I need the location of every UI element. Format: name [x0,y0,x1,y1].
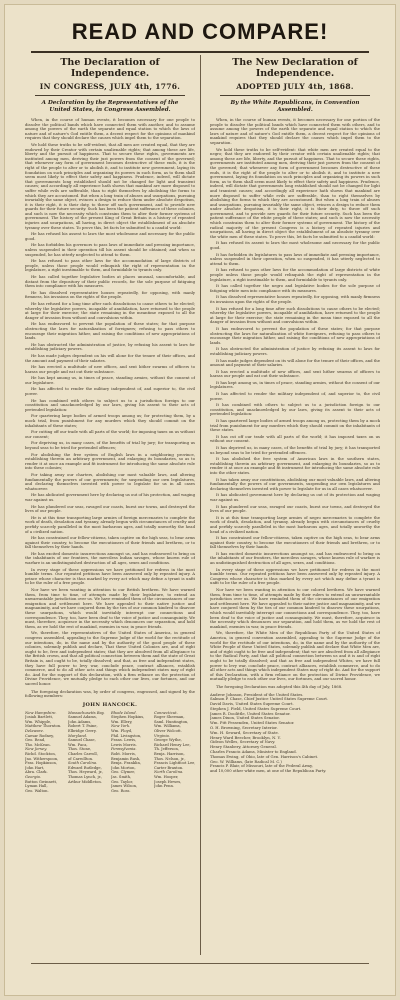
signer-name: Georgia. [25,775,42,779]
signer-name: New Jersey. [25,747,47,752]
left-column-date: IN CONGRESS, JULY 4th, 1776. [39,82,181,91]
paragraph: It has abdicated government here by declaring us out of its protection and waging war against us. [210,492,380,502]
signer-name: Stephen Hopkins, [111,715,145,720]
paragraph: It has erected a multitude of new offices, and sent hither swarms of officers to harass our people and eat out their substance. [210,368,380,379]
paragraph: It has constrained our fellow-citizens, taken captive on the high seas, to bear arms against their country, to become the executioners of their friends and brethren, or to fall themselves by their hands. [210,535,380,550]
official-name: Wm. Pitt Fessenden, United States Senator. [210,721,295,726]
signer-name: Saml. Huntington, [154,719,189,724]
paragraph: It has made judges dependent on its will alone for the tenure of their offices, and the amount and payment of their salaries. [210,357,380,368]
paragraph: It has obstructed the administration of justice by refusing its assent to laws for establishing judiciary powers. [210,346,380,356]
official-name: Andrew Johnson, President of the United States. [210,692,304,697]
paragraph: He has refused for a long time after such dissolutions to cause others to be elected; whereby the legislative powers, incapable of annihilation, have returned to the people at large for their exercise; the state remaining in the meantime exposed to all the danger of invasion from without and convulsions within. [25,300,195,320]
paragraph: It has refused its assent to laws the most wholesome and necessary for the public good. [210,240,380,251]
signer-name: Matthew Thornton. [25,724,62,729]
official-name: Stephen J. Field, United States Supreme Court. [210,706,302,711]
paragraph: He has endeavored to prevent the population of these states; for that purpose obstructing the laws for naturalization of foreigners; refusing to pass others to encourage their migration hither, and raising the conditions of new appropriations of lands. [25,321,195,341]
paragraph: It has combined with others to subject us to a jurisdiction foreign to our constitution, and unacknowledged by our laws, giving its assent to their acts of pretended legislation: [210,402,380,417]
paragraph: He has abdicated government here by declaring us out of his protection, and waging war against us. [25,492,195,502]
signer-name: Geo. Taylor, [111,779,134,784]
paragraph: He has kept among us, in times of peace, standing armies, without the consent of our legislature. [25,375,195,385]
right-column-byline: By the White Republicans, in Convention Assembled. [230,100,360,113]
signer-name: Th. Jefferson, [154,747,180,752]
right-closing: The foregoing Declaration was adopted this 4th day of July, 1868. [216,683,343,689]
bottom-rule [31,963,369,964]
paragraph: For quartering large bodies of armed troops among us; for protecting them, by a mock trial, from punishment for any murders which they should commit on the inhabitants of these states; [25,413,195,428]
official-name: David Davis, United States Supreme Court. [210,702,294,707]
signer-name [154,789,195,794]
signer-name: Elbridge Gerry. [68,729,97,734]
signer-name: Wm. Ellery, [111,719,133,724]
paragraph: For depriving us, in many cases, of the benefits of trial by jury; for transporting us beyond seas to be tried for pretended offences; [25,440,195,450]
signer-name: South Carolina. [68,761,98,766]
paragraph: We, therefore, the White Men of the Republican Party of the United States of America, in general convention assembled, appealing to the Supreme Judge of the world for the rectitude of our intentions, do, in the name and by the authority of the White People of these United States, solemnly publish and declare that White Men are, and of right ought to be free and independent; that we are absolved from all allegiance to the Radical Party, and that all political connection between us and it is and of right ought to be totally dissolved; and that as free and independent Whites, we have full power to levy war, conclude peace, contract alliances, establish commerce, and to do all other acts and things which independent States may of right do. And for the support of this Declaration, with a firm reliance on the protection of Divine Providence, we mutually pledge to each other our lives, our fortunes, and our sacred honor. [210,630,380,682]
official-name: James Dixon, United States Senator. [210,716,280,721]
left-column-title: The Declaration of Independence. [60,57,160,79]
signer-name: Joseph Hewes, [154,779,182,784]
signer-name: Wm. Floyd, [111,729,133,734]
signer-name: Benja. Harrison, [154,752,185,757]
signer-name: Rhode Island. [111,710,137,715]
signer-name: Phil. Livingston, [111,733,142,738]
signer-name: Oliver Wolcott. [154,729,182,734]
signer-name: Charles Carroll, [68,752,98,757]
signer-name: Button Gwinnett, [25,779,58,784]
top-rule [31,51,369,53]
paragraph: He is at this time transporting large armies of foreign mercenaries to complete the work of death, desolation and tyranny, already begun with circumstances of cruelty and perfidy scarcely paralleled in the most barbarous ages, and totally unworthy the head of a civilized nation. [25,514,195,534]
signer-name: Josiah Bartlett, [25,715,54,720]
left-header-rule [35,95,185,96]
official-name: O. H. Browning, Secretary Interior. [210,726,278,731]
right-column-date: ADOPTED JULY 4th, 1868. [236,82,354,91]
signer-name: Tho. McKean. [25,742,51,747]
paragraph: It has abolished the free system of American laws in the southern states, establishing therein an arbitrary government, and enlarging its boundaries, so as to render it at once an example and fit instrument for introducing the same absolute rule into the other states. [210,456,380,475]
official-name: James R. Doolittle, United States Senator. [210,711,291,716]
paragraph: We, therefore, the representatives of the United States of America, in general congress assembled, appealing to the Supreme Judge of the world for the rectitude of our intentions, do, in the name and by the authority of the good people of these colonies, solemnly publish and declare, That these United Colonies are, and of right ought to be, free and independent states; that they are absolved from all allegiance to the British crown, and that all political connection between them and the state of Great Britain is, and ought to be, totally dissolved; and that, as free and independent states, they have full power to levy war, conclude peace, contract alliances, establish commerce, and to do all other acts and things which independent states may of right do. And for the support of this declaration, with a firm reliance on the protection of Divine Providence, we mutually pledge to each other our lives, our fortunes, and our sacred honor. [25,630,195,686]
signer-name: Virginia. [154,733,171,738]
paragraph: For taking away our charters, abolishing our most valuable laws, and altering fundamentally the powers of our governments; for suspending our own legislatures, and declaring themselves invested with power to legislate for us in all cases whatsoever. [25,471,195,491]
paragraph: It has refused to pass other laws for the accommodation of large districts of white people unless those people would relinquish the right of representation in the legislature, a right inestimable to them, and formidable to tyrants only. [210,267,380,282]
signer-name: Thos. Nelson, jr., [154,756,186,761]
official-name: Thomas Ewing, of Ohio, late of Gen. Harrison's Cabinet. [210,754,319,759]
signer-name: Thos. Heyward, jr., [68,770,104,775]
paragraph: Nor have we been wanting in attention to our colored brethren. We have warned them, from time to time, of attempts made by their rulers to extend an unwarrantable jurisdiction over us. We have reminded them of the circumstances of our emigration and settlement here. We have appealed to their native justice and magnanimity, and we have conjured them by the ties of our common kindred to disavow these usurpations, which would inevitably interrupt our connections and correspondence. They, too, have been deaf to the voice of justice and consanguinity. We must, therefore, acquiesce in the necessity which denounces our separation, and hold them, as we hold the rest of mankind, enemies in war, in peace friends. [210,587,380,629]
official-name: Francis P. Blair, of Missouri, late of the Federal Army, [210,764,313,769]
signer-name: Richard Henry Lee, [154,742,191,747]
paragraph: For cutting off our trade with all parts of the world; for imposing taxes on us without our consent; [25,429,195,439]
right-header-rule [220,95,370,96]
paragraph: He has dissolved representative houses repeatedly, for opposing, with manly firmness, his invasions on the rights of the people. [25,289,195,300]
official-name: Henry Stanbery, Attorney General. [210,745,277,750]
signer-name: Francis Lightfoot Lee, [154,761,195,766]
signers-list [25,711,195,794]
signer-name: Geo. Clymer, [111,770,135,775]
paragraph: It has endeavored to prevent the population of these states; for that purpose obstructing the laws for naturalization of white foreigners, refusing to pass others to encourage their migration hither, and raising the conditions of new appropriations of lands. [210,325,380,345]
official-name: and 10,000 other white men, at one of the Republican Party. [210,769,327,774]
official-name: Gideon Welles, Secretary of Navy. [210,740,276,745]
broadside-sheet [4,4,396,996]
signer-name: Wm. Hooper, [154,775,179,779]
signer-name: Benjamin Rush, [111,756,141,761]
paragraph: We hold these truths to be self-evident: that white men are created equal to the negro; that they are endowed by their creator with certain unalienable rights; that among these are life, liberty, and the pursuit of happiness. That to secure these rights, governments are instituted among men, deriving their just powers from the consent of the governed; that whenever any form of government becomes destructive of these ends, it is the right of the people to alter or to abolish it, and to institute a new government, laying its foundation on such principles and organizing its powers in such form, as to them shall seem most likely to effect their safety and happiness. Prudence, indeed, will dictate that governments long established should not be changed for light and transient causes; and accordingly all experience hath shown that mankind are more disposed to suffer while evils are sufferable, than to right themselves by abolishing the forms to which they are accustomed. But when a long train of abuses and usurpations, pursuing invariably the same object, evinces a design to reduce them under absolute despotism, it is their right, it is their duty, to throw off such government, and to provide new guards for their future security. Such has been the patient sufferance of the white people of these states; and such is now the necessity which constrains them to alter their former systems of government. The history of the radical majority of the present Congress is a history of repeated injuries and usurpations, all having in direct object the establishment of an absolute tyranny over the white men of these states. To prove this, let facts be submitted to a candid world: [210,146,380,239]
official-name: Henry Ward Beecher, Brooklyn, N. Y. [210,735,281,740]
signer-name: Fras. Hopkinson, [25,761,58,766]
banner-title: READ AND COMPARE! [71,19,329,44]
signer-name: Pennsylvania. [111,747,137,752]
signer-name: Geo. Ross. [111,788,131,793]
column-divider [200,55,201,955]
signer-name [68,789,109,794]
official-name: Wm. H. Seward, Secretary of State. [210,730,279,735]
paragraph: He has excited domestic insurrections amongst us, and has endeavored to bring on the inhabitants of our frontiers, the merciless Indian savages, whose known rule of warfare is an undistinguished destruction of all ages, sexes and conditions. [25,550,195,566]
signer-name: Benja. Franklin, [111,761,141,766]
signer-name: of Carrollton. [68,756,94,761]
paragraph: He has made judges dependent on his will alone for the tenure of their offices, and the amount and payment of their salaries. [25,352,195,363]
signer-name: George Wythe, [154,738,182,743]
signer-name: Massachusetts Bay. [68,710,105,715]
signer-name: Delaware. [25,729,44,734]
signer-name: Thos. Stone, [68,747,92,752]
signer-name: Edward Rutledge, [68,765,102,770]
paragraph: He has combined with others to subject us to a jurisdiction foreign to our constitution and unacknowledged by our laws, giving his assent to their acts of pretended legislation: [25,397,195,412]
paragraph: When, in the course of human events, it becomes necessary for one people to dissolve the political bands which have connected them with another, and to assume among the powers of the earth the separate and equal station to which the laws of nature and of nature's God entitle them, a decent respect for the opinions of mankind requires that they should declare the causes which impel them to the separation. [25,117,195,141]
paragraph: It has excited domestic insurrections amongst us, and has endeavored to bring on the inhabitants of our frontiers, the merciless savages, whose known rule of warfare is an undistinguished destruction of all ages, sexes, and conditions. [210,550,380,566]
paragraph: It has deprived us, in many cases, of the benefits of trial by jury; it has transported us beyond seas to be tried for pretended offences. [210,445,380,455]
paragraph: He has refused to pass other laws for the accommodation of large districts of people, unless those people would relinquish the right of representation in the legislature, a right inestimable to them, and formidable to tyrants only. [25,258,195,273]
officials-list [210,693,380,775]
paragraph: When, in the course of human events, it becomes necessary for one portion of the people to dissolve the political bands which have connected them with others, and to assume among the powers of the earth the separate and equal station to which the laws of nature and of nature's God entitle them, a decent respect for the opinions of mankind requires that they should declare the causes which impel them to the separation. [210,117,380,145]
paragraph: Nor have we been wanting in attention to our British brethren. We have warned them, from time to time, of attempts made by their legislature, to extend an unwarrantable jurisdiction over us. We have reminded them of the circumstances of our emigration and settlement here. We have appealed to their native justice and magnanimity, and we have conjured them by the ties of our common kindred to disavow these usurpations, which would inevitably interrupt our connections and correspondence. They, too, have been deaf to the voice of justice and consanguinity. We must, therefore, acquiesce in the necessity which denounces our separation, and hold them, as we hold the rest of mankind, enemies in war, in peace friends. [25,587,195,629]
left-body-text [25,118,195,687]
hancock-signature: JOHN HANCOCK. [82,701,138,708]
signer-name: James Wilson, [111,784,138,789]
paragraph: It has called together the negro and legislative bodies for the sole purpose of fatiguing white men into compliance with its measures. [210,283,380,293]
signer-name: Wm. Williams, [154,724,181,729]
signer-name: Abra. Clark. [25,770,48,775]
paragraph: It has affected to render the military independent of, and superior to, the civil power. [210,391,380,401]
paragraph: It has quartered large bodies of armed troops among us, protecting them by a mock trial from punishment for any murders which they should commit on the inhabitants of these states. [210,418,380,433]
paragraph: He has plundered our seas, ravaged our coasts, burnt our towns, and destroyed the lives of our people. [25,503,195,514]
paragraph: He has obstructed the administration of justice, by refusing his assent to laws for establishing judiciary powers. [25,341,195,352]
signer-name: John Hart, [25,765,45,770]
official-name: Salmon P. Chase, Chief Justice United States Supreme Court. [210,697,329,702]
paragraph: It has dissolved representative houses repeatedly, for opposing, with manly firmness its invasions upon the rights of the people. [210,294,380,304]
paragraph: He has constrained our fellow-citizens, taken captive on the high seas, to bear arms against their country, to become the executioners of their friends and brethren, or to fall themselves by their hands. [25,535,195,550]
paragraph: He has erected a multitude of new offices, and sent hither swarms of officers to harass our people and eat out their substance. [25,364,195,374]
signer-name: John Adams, [68,719,92,724]
signer-name: Richd. Stockton, [25,752,56,757]
signer-name: John Morton, [111,765,136,770]
paragraph: In every stage of these oppressions we have petitioned for redress in the most humble terms. Our repeated petitions have been answered only by repeated injury. A Congress whose character is thus marked by every act which may define a tyrant is unfit to be the ruler of a free people. [210,566,380,586]
right-column-1868 [210,57,380,957]
signer-name: Wm. Paca, [68,742,88,747]
paragraph: He has affected to render the military independent of, and superior to, the civil power. [25,386,195,397]
paragraph: It has plundered our seas, ravaged our coasts, burnt our towns, and destroyed the lives of our people. [210,503,380,514]
signer-name: New York. [111,724,131,729]
signer-name: Thomas Lynch, jr., [68,775,103,779]
signer-name: Connecticut. [154,710,178,715]
signer-name: North Carolina. [154,770,184,775]
right-column-title: The New Declaration of Independence. [232,57,358,79]
signer-name: Robert T. Paine, [68,724,98,729]
signer-name: Samuel Chase, [68,738,96,743]
signer-name: Frans. Lewis, [111,738,137,743]
right-body-text [210,118,380,682]
signer-name: Jno. Witherspoon, [25,756,59,761]
official-name: Geo. W. Williams, (late Radical M. C.) [210,759,282,764]
paragraph: It has forbidden its legislatures to pass laws of immediate and pressing importance, unless suspended in their operation, when so suspended, it has utterly neglected to attend to them. [210,251,380,266]
paragraph: It has taken away our constitutions, abolishing our most valuable laws, and altering fundamentally the powers of our governments, suspending our own legislatures and declaring themselves invested with power to legislate for us in all cases whatsoever. [210,476,380,491]
signer-name: John Penn. [154,784,175,789]
signer-name: Maryland. [68,733,88,738]
paragraph: For abolishing the free system of English laws in a neighboring province, establishing therein an arbitrary government, and enlarging its boundaries, so as to render it at once an example and fit instrument for introducing the same absolute rule into these colonies; [25,451,195,471]
left-column-1776 [25,57,195,957]
signer-name: Caesar Rodney, [25,733,54,738]
paragraph: He has called together legislative bodies at places unusual, uncomfortable, and distant from the depository of their public records, for the sole purpose of fatiguing them into compliance with his measures. [25,274,195,289]
official-name: Charles Francis Adams, Minister to England. [210,750,297,755]
signer-name: Arthur Middleton. [68,779,102,784]
signer-name: New Hampshire. [25,710,57,715]
signer-name: Lyman Hall, [25,784,48,789]
signer-name: Robt. Morris, [111,752,136,757]
paragraph: We hold these truths to be self-evident, that all men are created equal, that they are endowed by their Creator with certain unalienable rights; that among these are life, liberty and the pursuit of happiness. That to secure these rights, governments are instituted among men, deriving their just powers from the consent of the governed; that whenever any form of government becomes destructive of these ends, it is the right of the people to alter or to abolish it, and to institute new government, laying its foundation on such principles and organizing its powers in such form, as to them shall seem most likely to effect their safety and happiness. Prudence, indeed, will dictate that governments long established should not be changed for light and transient causes; and accordingly all experience hath shown that mankind are more disposed to suffer while evils are sufferable, than to right themselves by abolishing the forms to which they are accustomed. But when a long train of abuses and usurpations, pursuing invariably the same object, evinces a design to reduce them under absolute despotism, it is their right, it is their duty, to throw off such government, and to provide new guards for their future security. Such has been the patient sufferance of these colonies, and such is now the necessity which constrains them to alter their former systems of government. The history of the present King of Great Britain is a history of repeated injuries and usurpations, all having, in direct object the establishment of an absolute tyranny over these states. To prove this, let facts be submitted to a candid world: [25,141,195,230]
left-column-byline: A Declaration by the Representatives of the United States, in Congress Assembled. [41,100,179,113]
paragraph: It has kept among us, in times of peace, standing armies, without the consent of our legislatures. [210,379,380,390]
signer-name: Roger Sherman, [154,715,185,720]
paragraph: He has forbidden his governors to pass laws of immediate and pressing importance, unless suspended in their operation till his assent should be obtained; and when so suspended, he has utterly neglected to attend to them. [25,242,195,257]
paragraph: It has refused for a long time after such dissolutions to cause others to be elected; whereby the legislative powers, incapable of annihilation, have returned to the people at large for their exercise; the state remaining in the mean time exposed to all the danger of invasion from without and convulsions within. [210,305,380,325]
left-closing: The foregoing declaration was, by order of congress, engrossed, and signed by the following members: [25,688,195,699]
paragraph: He has refused his assent to laws the most wholesome and necessary for the public good. [25,231,195,241]
signer-name: Geo. Read, [25,738,46,743]
signer-name: Geo. Walton. [25,788,49,793]
signer-name: Jas. Smith, [111,775,132,779]
signer-name: Carter Braxton. [154,765,184,770]
paragraph: It is at this time transporting large armies of negro mercenaries to complete the work of death, desolation, and tyranny, already begun with circumstances of cruelty and perfidy scarcely paralleled in the most barbarous ages, and totally unworthy the head of a civilized nation. [210,514,380,534]
signer-name: Lewis Morris. [111,742,137,747]
paragraph: It has cut off our trade with all parts of the world; it has imposed taxes on us without our consent. [210,433,380,444]
signer-name: Wm. Whipple, [25,719,52,724]
signer-name: Samuel Adams, [68,715,97,720]
paragraph: In every stage of these oppressions we have petitioned for redress in the most humble terms. Our repeated petitions have been answered only by repeated injury. A prince whose character is thus marked by every act which may define a tyrant is unfit to be the ruler of a free people. [25,566,195,586]
